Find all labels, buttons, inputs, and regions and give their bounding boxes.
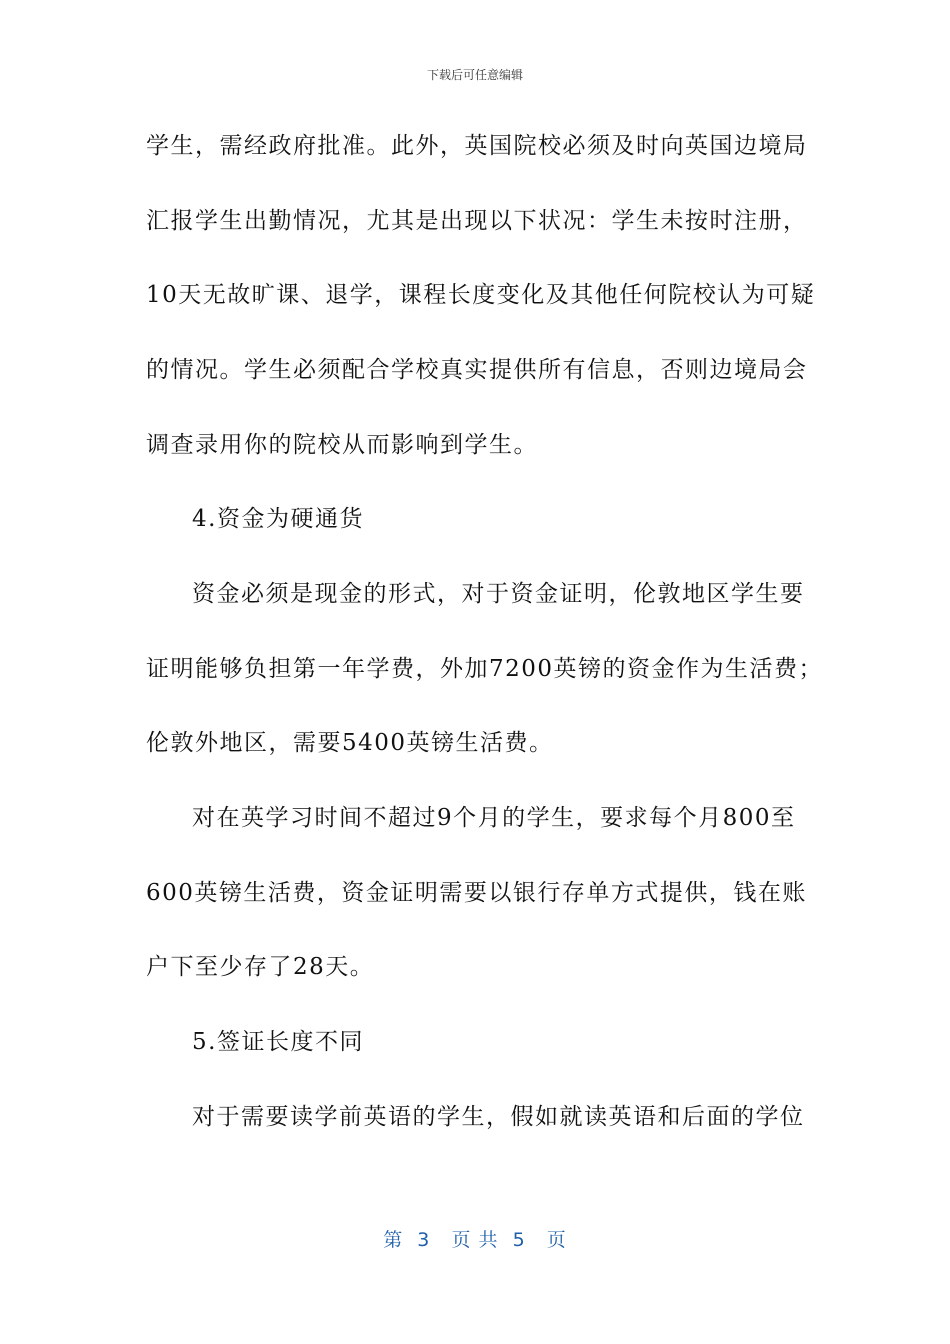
- body-line: 汇报学生出勤情况，尤其是出现以下状况：学生未按时注册，: [146, 208, 808, 234]
- body-line: 的情况。学生必须配合学校真实提供所有信息，否则边境局会: [146, 357, 808, 383]
- body-line: 调查录用你的院校从而影响到学生。: [146, 432, 538, 458]
- body-line: 对在英学习时间不超过9个月的学生，要求每个月800至: [192, 805, 796, 831]
- body-line: 10天无故旷课、退学，课程长度变化及其他任何院校认为可疑: [146, 282, 816, 308]
- body-line: 对于需要读学前英语的学生，假如就读英语和后面的学位: [192, 1104, 805, 1130]
- section-heading: 5.签证长度不同: [192, 1029, 364, 1055]
- body-line: 伦敦外地区，需要5400英镑生活费。: [146, 730, 554, 756]
- section-heading: 4.资金为硬通货: [192, 506, 364, 532]
- page-number-footer: 第 3 页 共 5 页: [383, 1229, 567, 1251]
- body-line: 证明能够负担第一年学费，外加7200英镑的资金作为生活费；: [146, 656, 824, 682]
- header-note: 下载后可任意编辑: [426, 68, 523, 82]
- body-line: 户下至少存了28天。: [146, 954, 375, 980]
- body-line: 600英镑生活费，资金证明需要以银行存单方式提供，钱在账: [146, 880, 807, 906]
- body-line: 资金必须是现金的形式，对于资金证明，伦敦地区学生要: [192, 581, 805, 607]
- body-line: 学生，需经政府批准。此外，英国院校必须及时向英国边境局: [146, 133, 808, 159]
